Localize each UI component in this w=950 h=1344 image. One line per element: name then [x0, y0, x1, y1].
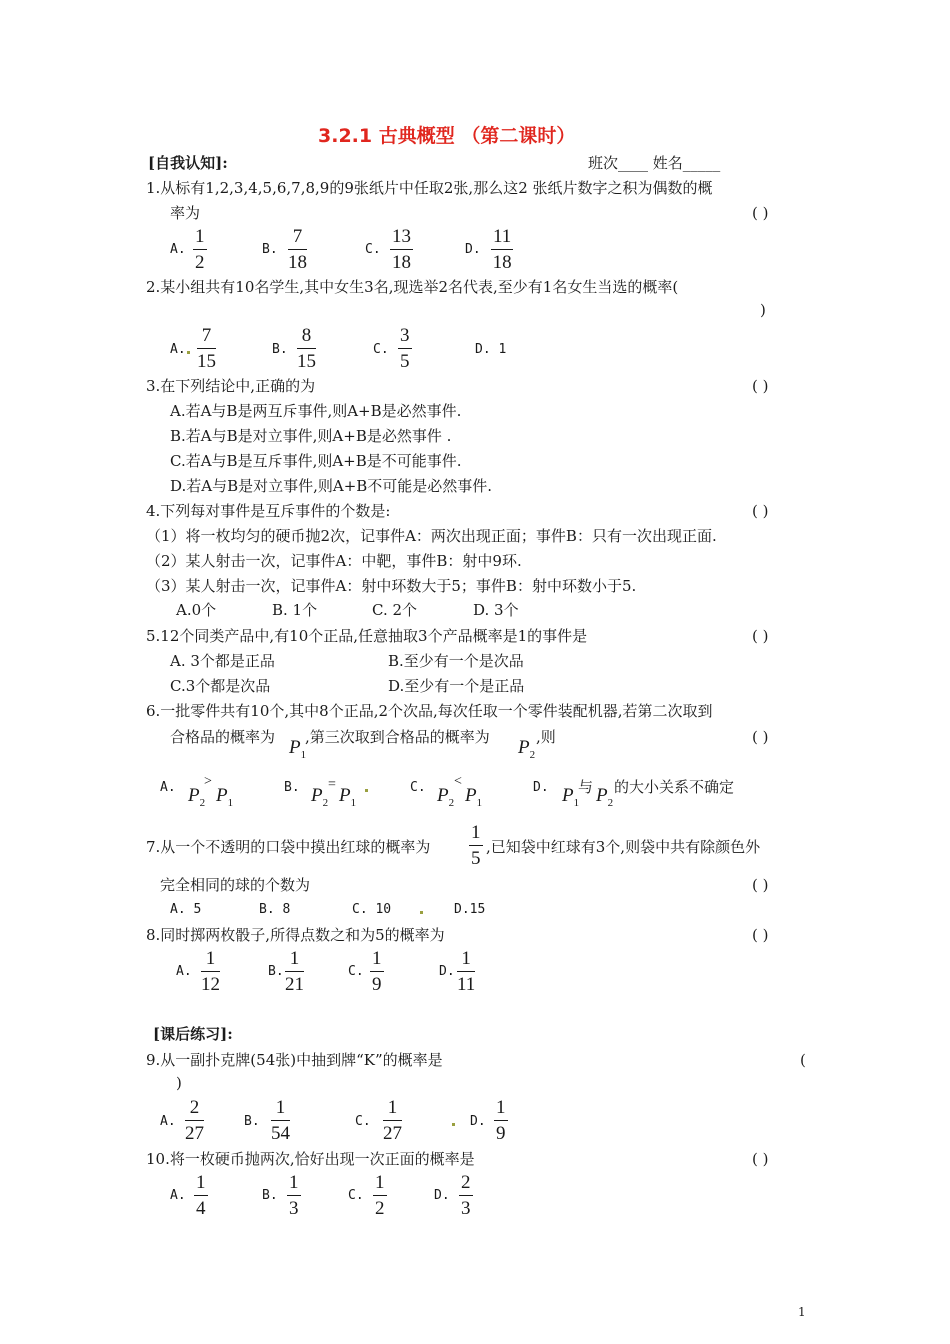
q7-stem-a: 7.从一个不透明的口袋中摸出红球的概率为: [146, 838, 431, 856]
page-number: 1: [798, 1305, 806, 1319]
q4-answer-paren: ( ): [752, 502, 769, 520]
q4-item-2: （2）某人射击一次，记事件A：中靶，事件B：射中9环.: [146, 552, 522, 570]
q10-option-a-fraction: 1 4: [196, 1172, 206, 1219]
q6-option-a-p1: $P_1$: [216, 785, 234, 809]
q7-answer-paren: ( ): [752, 876, 769, 894]
q7-option-c: C. 10: [352, 902, 392, 917]
q1-option-c-fraction: 13 18: [392, 226, 411, 273]
q9-option-b-label: B.: [244, 1114, 260, 1129]
q8-answer-paren: ( ): [752, 926, 769, 944]
q8-option-d-label: D.: [439, 964, 455, 979]
q6-stem-cont-b: ,第三次取到合格品的概率为: [305, 728, 490, 746]
q7-stem-b: ,已知袋中红球有3个,则袋中共有除颜色外: [486, 838, 761, 856]
speck: [420, 911, 423, 914]
q9-option-d-label: D.: [470, 1114, 486, 1129]
q2-option-c-fraction: 3 5: [400, 325, 410, 372]
q4-item-3: （3）某人射击一次，记事件A：射中环数大于5；事件B：射中环数小于5.: [146, 577, 637, 595]
q2-option-d: D. 1: [475, 342, 507, 357]
q6-option-d-p2: $P_2$: [596, 785, 614, 809]
q5-option-c: C.3个都是次品: [170, 677, 271, 695]
q2-option-b-label: B.: [272, 342, 288, 357]
q9-option-c-label: C.: [355, 1114, 371, 1129]
q6-option-c-label: C.: [410, 780, 426, 795]
q5-option-a: A. 3个都是正品: [170, 652, 275, 670]
q8-option-c-label: C.: [348, 964, 364, 979]
q10-option-b-label: B.: [262, 1188, 278, 1203]
q10-answer-paren: ( ): [752, 1150, 769, 1168]
q5-answer-paren: ( ): [752, 627, 769, 645]
q10-option-b-fraction: 1 3: [289, 1172, 299, 1219]
q1-option-b-fraction: 7 18: [288, 226, 307, 273]
q4-stem: 4.下列每对事件是互斥事件的个数是:: [146, 502, 391, 520]
q6-stem-cont-c: ,则: [536, 728, 556, 746]
q10-stem: 10.将一枚硬币抛两次,恰好出现一次正面的概率是: [146, 1150, 475, 1168]
q2-stem-cont: ): [760, 301, 766, 319]
q10-option-d-label: D.: [434, 1188, 450, 1203]
q6-p1-symbol: $P_1$: [289, 737, 307, 761]
section-self-knowledge: [自我认知]:: [148, 154, 228, 172]
q5-option-d: D.至少有一个是正品: [388, 677, 525, 695]
speck: [452, 1123, 455, 1126]
q8-option-a-label: A.: [176, 964, 192, 979]
q2-option-c-label: C.: [373, 342, 389, 357]
q1-option-b-label: B.: [262, 242, 278, 257]
q6-stem: 6.一批零件共有10个,其中8个正品,2个次品,每次任取一个零件装配机器,若第二次取到: [146, 702, 713, 720]
q10-option-d-fraction: 2 3: [461, 1172, 471, 1219]
q4-item-1: （1）将一枚均匀的硬币抛2次，记事件A：两次出现正面；事件B：只有一次出现正面.: [146, 527, 717, 545]
q1-stem-cont: 率为: [170, 204, 201, 222]
q4-option-d: D. 3个: [473, 601, 519, 619]
q6-option-a-label: A.: [160, 780, 176, 795]
q6-option-c-p1: $P_1$: [465, 785, 483, 809]
q5-stem: 5.12个同类产品中,有10个正品,任意抽取3个产品概率是1的事件是: [146, 627, 588, 645]
q3-option-d: D.若A与B是对立事件,则A+B不可能是必然事件.: [170, 477, 493, 495]
q3-option-c: C.若A与B是互斥事件,则A+B是不可能事件.: [170, 452, 462, 470]
page-title: 3.2.1 古典概型 （第二课时）: [318, 125, 576, 147]
q1-answer-paren: ( ): [752, 204, 769, 222]
q2-stem: 2.某小组共有10名学生,其中女生3名,现选举2名代表,至少有1名女生当选的概率(: [146, 278, 679, 296]
q6-option-b-p2: $P_2$: [311, 785, 329, 809]
q7-option-a: A. 5: [170, 902, 202, 917]
q6-option-b-p1: $P_1$: [339, 785, 357, 809]
q9-stem: 9.从一副扑克牌(54张)中抽到牌“K”的概率是: [146, 1051, 443, 1069]
q10-option-c-label: C.: [348, 1188, 364, 1203]
class-name-field: 班次____ 姓名_____: [588, 154, 721, 172]
q7-fraction: 1 5: [471, 822, 481, 869]
q8-stem: 8.同时掷两枚骰子,所得点数之和为5的概率为: [146, 926, 445, 944]
q5-option-b: B.至少有一个是次品: [388, 652, 524, 670]
q3-option-b: B.若A与B是对立事件,则A+B是必然事件 .: [170, 427, 452, 445]
q4-option-c: C. 2个: [372, 601, 418, 619]
q7-option-b: B. 8: [259, 902, 291, 917]
q9-paren-open: (: [800, 1051, 806, 1069]
q1-stem: 1.从标有1,2,3,4,5,6,7,8,9的9张纸片中任取2张,那么这2 张纸片数字之积为偶数的概: [146, 179, 713, 197]
q9-paren-close: ): [176, 1074, 182, 1092]
q4-option-b: B. 1个: [272, 601, 318, 619]
q1-option-a-label: A.: [170, 242, 186, 257]
q9-option-a-fraction: 2 27: [185, 1097, 204, 1144]
q6-option-a-relation: >: [204, 774, 212, 789]
q8-option-a-fraction: 1 12: [201, 948, 220, 995]
q6-answer-paren: ( ): [752, 728, 769, 746]
q6-stem-cont-a: 合格品的概率为: [170, 728, 276, 746]
q8-option-c-fraction: 1 9: [372, 948, 382, 995]
q6-option-c-relation: <: [454, 774, 462, 789]
q3-stem: 3.在下列结论中,正确的为: [146, 377, 316, 395]
q3-answer-paren: ( ): [752, 377, 769, 395]
speck: [187, 351, 190, 354]
q4-option-a: A.0个: [176, 601, 217, 619]
speck: [365, 789, 368, 792]
q9-option-b-fraction: 1 54: [271, 1097, 290, 1144]
q2-option-b-fraction: 8 15: [297, 325, 316, 372]
q9-option-d-fraction: 1 9: [496, 1097, 506, 1144]
q1-option-a-fraction: 1 2: [195, 226, 205, 273]
q9-option-c-fraction: 1 27: [383, 1097, 402, 1144]
q1-option-d-label: D.: [465, 242, 481, 257]
q6-option-a-p2: $P_2$: [188, 785, 206, 809]
q2-option-a-label: A.: [170, 342, 186, 357]
q8-option-d-fraction: 1 11: [457, 948, 476, 995]
q1-option-c-label: C.: [365, 242, 381, 257]
q6-option-b-relation: =: [328, 777, 336, 792]
q10-option-a-label: A.: [170, 1188, 186, 1203]
q8-option-b-label: B.: [268, 964, 284, 979]
q9-option-a-label: A.: [160, 1114, 176, 1129]
q6-option-d-text-a: 与: [578, 778, 594, 796]
q6-option-c-p2: $P_2$: [437, 785, 455, 809]
q6-p2-symbol: $P_2$: [518, 737, 536, 761]
q6-option-d-label: D.: [533, 780, 549, 795]
q6-option-b-label: B.: [284, 780, 300, 795]
q7-stem-cont: 完全相同的球的个数为: [160, 876, 311, 894]
q6-option-d-text-b: 的大小关系不确定: [614, 778, 735, 796]
q1-option-d-fraction: 11 18: [492, 226, 512, 273]
q10-option-c-fraction: 1 2: [375, 1172, 385, 1219]
q7-option-d: D.15: [454, 902, 486, 917]
q3-option-a: A.若A与B是两互斥事件,则A+B是必然事件.: [170, 402, 462, 420]
q2-option-a-fraction: 7 15: [197, 325, 216, 372]
section-homework: [课后练习]:: [153, 1025, 233, 1043]
q8-option-b-fraction: 1 21: [285, 948, 304, 995]
q6-option-d-p1: $P_1$: [562, 785, 580, 809]
